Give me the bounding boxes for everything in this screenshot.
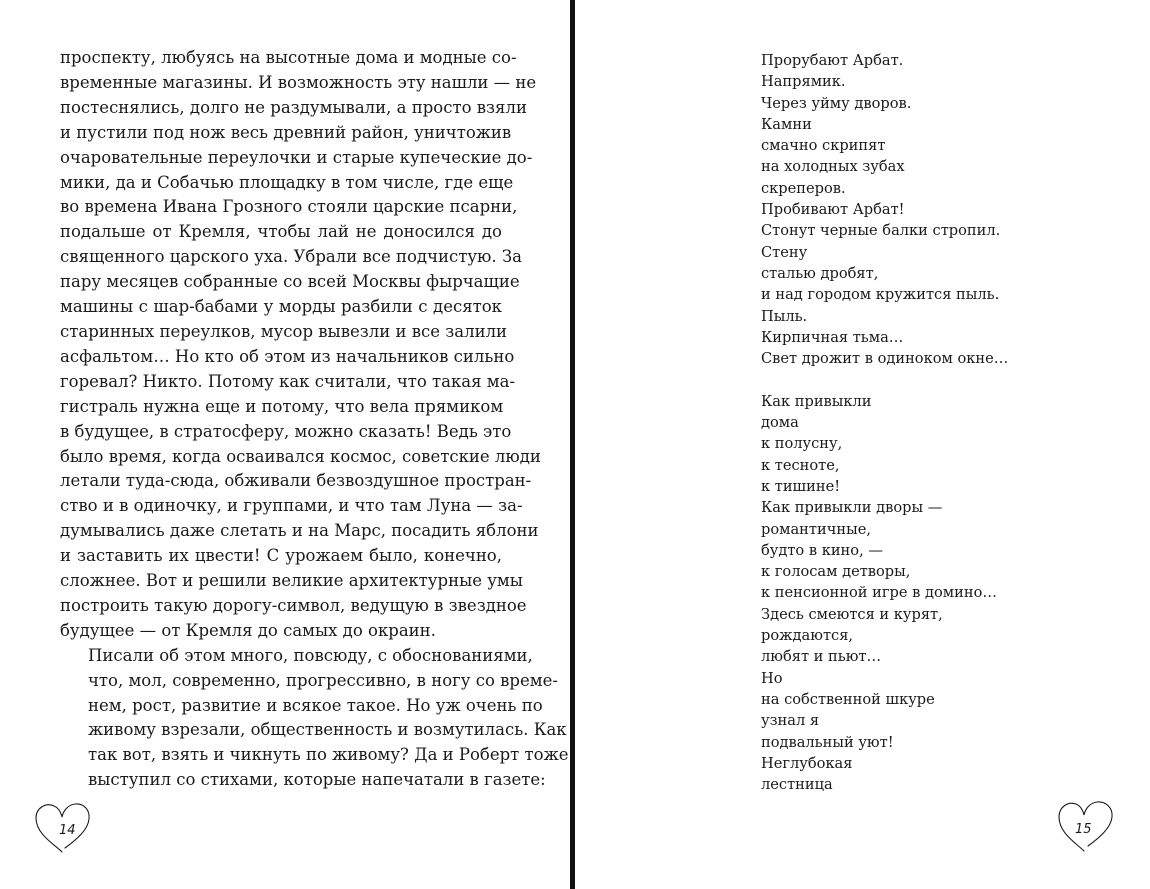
poem-line: Стонут черные балки стропил. xyxy=(761,222,1001,240)
poem-line: Как привыкли xyxy=(761,392,872,410)
poem-line: Свет дрожит в одиноком окне… xyxy=(761,350,1009,368)
poem-line: лестница xyxy=(761,776,833,794)
poem-line: скреперов. xyxy=(761,179,846,197)
text-line: сложнее. Вот и решили великие архитектурные умы xyxy=(60,571,523,591)
poem-line: будто в кино, — xyxy=(761,541,883,559)
text-line: так вот, взять и чикнуть по живому? Да и Роберт тоже xyxy=(88,745,569,765)
page-number-right xyxy=(1056,797,1116,857)
text-line: что, мол, современно, прогрессивно, в ногу со време- xyxy=(88,670,558,690)
poem-line: Как привыкли дворы — xyxy=(761,499,943,517)
poem-line: Пыль. xyxy=(761,307,808,325)
text-line: священного царского уха. Убрали все подчистую. За xyxy=(60,247,523,267)
poem-line: узнал я xyxy=(761,712,820,730)
text-line: временные магазины. И возможность эту нашли — не xyxy=(60,72,537,92)
text-line: старинных переулков, мусор вывезли и все залили xyxy=(60,321,508,341)
text-line: мики, да и Собачью площадку в том числе, где еще xyxy=(60,172,514,192)
text-line: горевал? Никто. Потому как считали, что такая ма- xyxy=(60,371,516,391)
text-line: пару месяцев собранные со всей Москвы фырчащие xyxy=(60,272,520,292)
poem-line: к тесноте, xyxy=(761,456,840,474)
poem-line: Но xyxy=(761,669,783,687)
poem-line: к голосам детворы, xyxy=(761,563,911,581)
page-number-left-label: 14 xyxy=(59,823,76,838)
stanza-break xyxy=(761,369,1061,390)
poem-line: Кирпичная тьма… xyxy=(761,328,904,346)
poem-line: к тишине! xyxy=(761,477,841,495)
poem-line: Здесь смеются и курят, xyxy=(761,605,943,623)
poem-line: дома xyxy=(761,414,799,432)
text-line: подальше от Кремля, чтобы лай не доносился до xyxy=(60,222,502,242)
text-line: было время, когда осваивался космос, советские люди xyxy=(60,446,541,466)
poem-stanza-2 xyxy=(761,391,1061,796)
left-page-body xyxy=(60,46,569,793)
poem-line: смачно скрипят xyxy=(761,137,886,155)
paragraph-2 xyxy=(60,644,569,793)
poem-line: подвальный уют! xyxy=(761,733,894,751)
poem-line: на собственной шкуре xyxy=(761,690,935,708)
text-line: машины с шар-бабами у морды разбили с десяток xyxy=(60,297,502,317)
text-line: построить такую дорогу-символ, ведущую в звездное xyxy=(60,595,527,615)
text-line: в будущее, в стратосферу, можно сказать! Ведь это xyxy=(60,421,512,441)
text-line: очаровательные переулочки и старые купеческие до- xyxy=(60,147,533,167)
text-line: проспекту, любуясь на высотные дома и модные со- xyxy=(60,48,517,67)
text-line: и заставить их цвести! С урожаем было, конечно, xyxy=(60,546,502,566)
text-line: будущее — от Кремля до самых до окраин. xyxy=(60,620,436,640)
text-line: и пустили под нож весь древний район, уничтожив xyxy=(60,122,512,142)
poem-line: рождаются, xyxy=(761,627,854,645)
poem-line: Камни xyxy=(761,115,812,133)
paragraph-1 xyxy=(60,46,541,644)
poem-line: Прорубают Арбат. xyxy=(761,52,904,69)
text-line: ство и в одиночку, и группами, и что там Луна — за- xyxy=(60,496,523,516)
text-line: асфальтом… Но кто об этом из начальников сильно xyxy=(60,346,515,366)
poem-line: на холодных зубах xyxy=(761,158,905,176)
text-line: постеснялись, долго не раздумывали, а просто взяли xyxy=(60,97,527,117)
poem-line: Через уйму дворов. xyxy=(761,94,912,112)
text-line: живому взрезали, общественность и возмутилась. Как xyxy=(88,720,567,740)
right-page-poem xyxy=(761,50,1061,795)
poem-line: к пенсионной игре в домино… xyxy=(761,584,997,602)
text-line: Писали об этом много, повсюду, с обоснованиями, xyxy=(88,645,533,665)
text-line: думывались даже слетать и на Марс, посадить яблони xyxy=(60,521,539,541)
page-number-right-label: 15 xyxy=(1075,822,1092,837)
text-line: гистраль нужна еще и потому, что вела прямиком xyxy=(60,396,504,416)
book-gutter xyxy=(570,0,575,889)
poem-line: к полусну, xyxy=(761,435,843,453)
text-line: выступил со стихами, которые напечатали в газете: xyxy=(88,770,546,790)
page-number-left xyxy=(32,800,92,860)
poem-line: Неглубокая xyxy=(761,754,853,772)
poem-line: сталью дробят, xyxy=(761,264,879,282)
poem-line: Напрямик. xyxy=(761,73,846,91)
poem-stanza-1 xyxy=(761,50,1061,369)
poem-line: любят и пьют… xyxy=(761,648,882,666)
poem-line: и над городом кружится пыль. xyxy=(761,286,1000,304)
poem-line: Стену xyxy=(761,243,808,261)
text-line: летали туда-сюда, обживали безвоздушное простран- xyxy=(60,471,532,491)
text-line: во времена Ивана Грозного стояли царские псарни, xyxy=(60,197,518,217)
poem-line: романтичные, xyxy=(761,520,871,538)
text-line: нем, рост, развитие и всякое такое. Но уж очень по xyxy=(88,695,543,715)
poem-line: Пробивают Арбат! xyxy=(761,201,905,219)
